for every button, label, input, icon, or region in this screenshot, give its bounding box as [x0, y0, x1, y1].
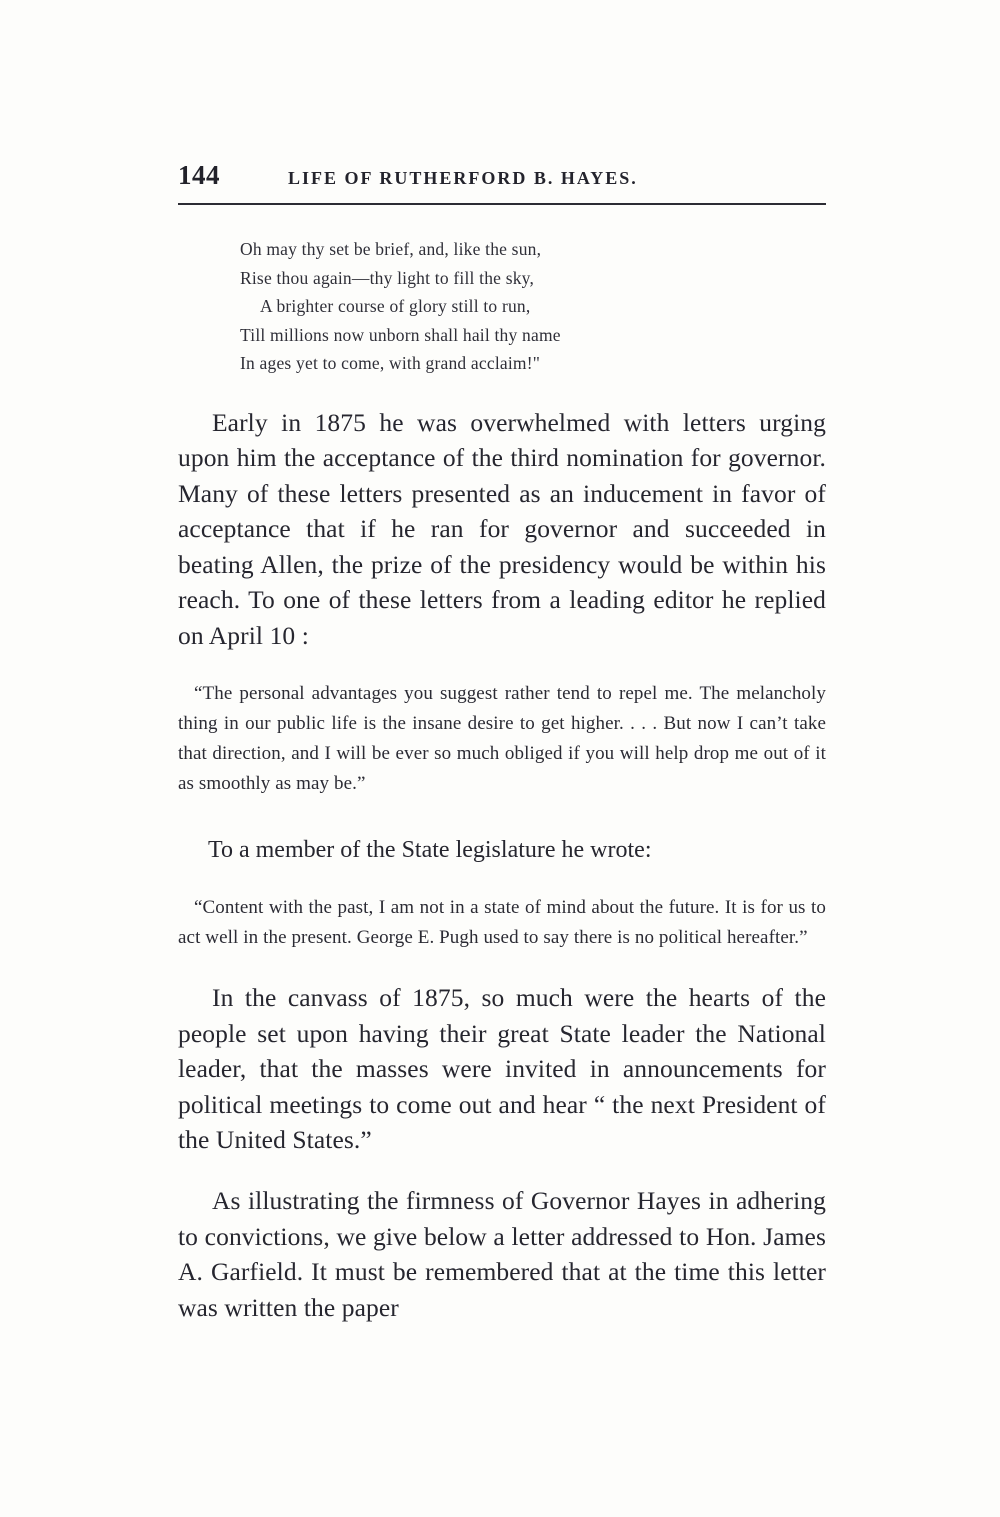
verse-line: Till millions now unborn shall hail thy name: [240, 324, 561, 345]
lead-in-sentence: To a member of the State legislature he wrote:: [208, 837, 652, 863]
verse-line: Oh may thy set be brief, and, like the sun,: [240, 239, 542, 259]
block-quote-1: “The personal advantages you suggest rather tend to repel me. The melancholy thing in our public life is the insane desire to get higher. . . . But now I can’t take that direction, and I will be ever so much obliged if you will help drop me out of it as smoothly as may be.”: [178, 683, 826, 794]
body-paragraph-3: As illustrating the firmness of Governor Hayes in adhering to convictions, we give below a letter addressed to Hon. James A. Garfield. It must be remembered that at the time this letter was written the paper: [178, 1186, 826, 1322]
verse-line: In ages yet to come, with grand acclaim!": [240, 353, 541, 373]
header-rule: [178, 203, 826, 205]
running-head: [178, 160, 826, 194]
block-quote-2: “Content with the past, I am not in a state of mind about the future. It is for us to act well in the present. George E. Pugh used to say there is no political hereafter.”: [178, 897, 826, 948]
verse-line: A brighter course of glory still to run,: [260, 296, 531, 316]
page-content: [178, 160, 826, 1351]
body-paragraph-2: In the canvass of 1875, so much were the hearts of the people set upon having their great State leader the National leader, that the masses were invited in announcements for political meetings to come out and hear “ the next President of the United States.”: [178, 983, 826, 1154]
running-title: LIFE OF RUTHERFORD B. HAYES.: [288, 168, 638, 188]
verse-line: Rise thou again—thy light to fill the sky,: [240, 267, 535, 288]
body-paragraph-1: Early in 1875 he was overwhelmed with letters urging upon him the acceptance of the third nomination for governor. Many of these letters presented as an inducement in favor of acceptance that if he ran for governor and succeeded in beating Allen, the prize of the presidency would be within his reach. To one of these letters from a leading editor he replied on April 10 :: [178, 407, 826, 650]
page-number: 144: [178, 160, 220, 190]
verse-block: [240, 235, 826, 378]
